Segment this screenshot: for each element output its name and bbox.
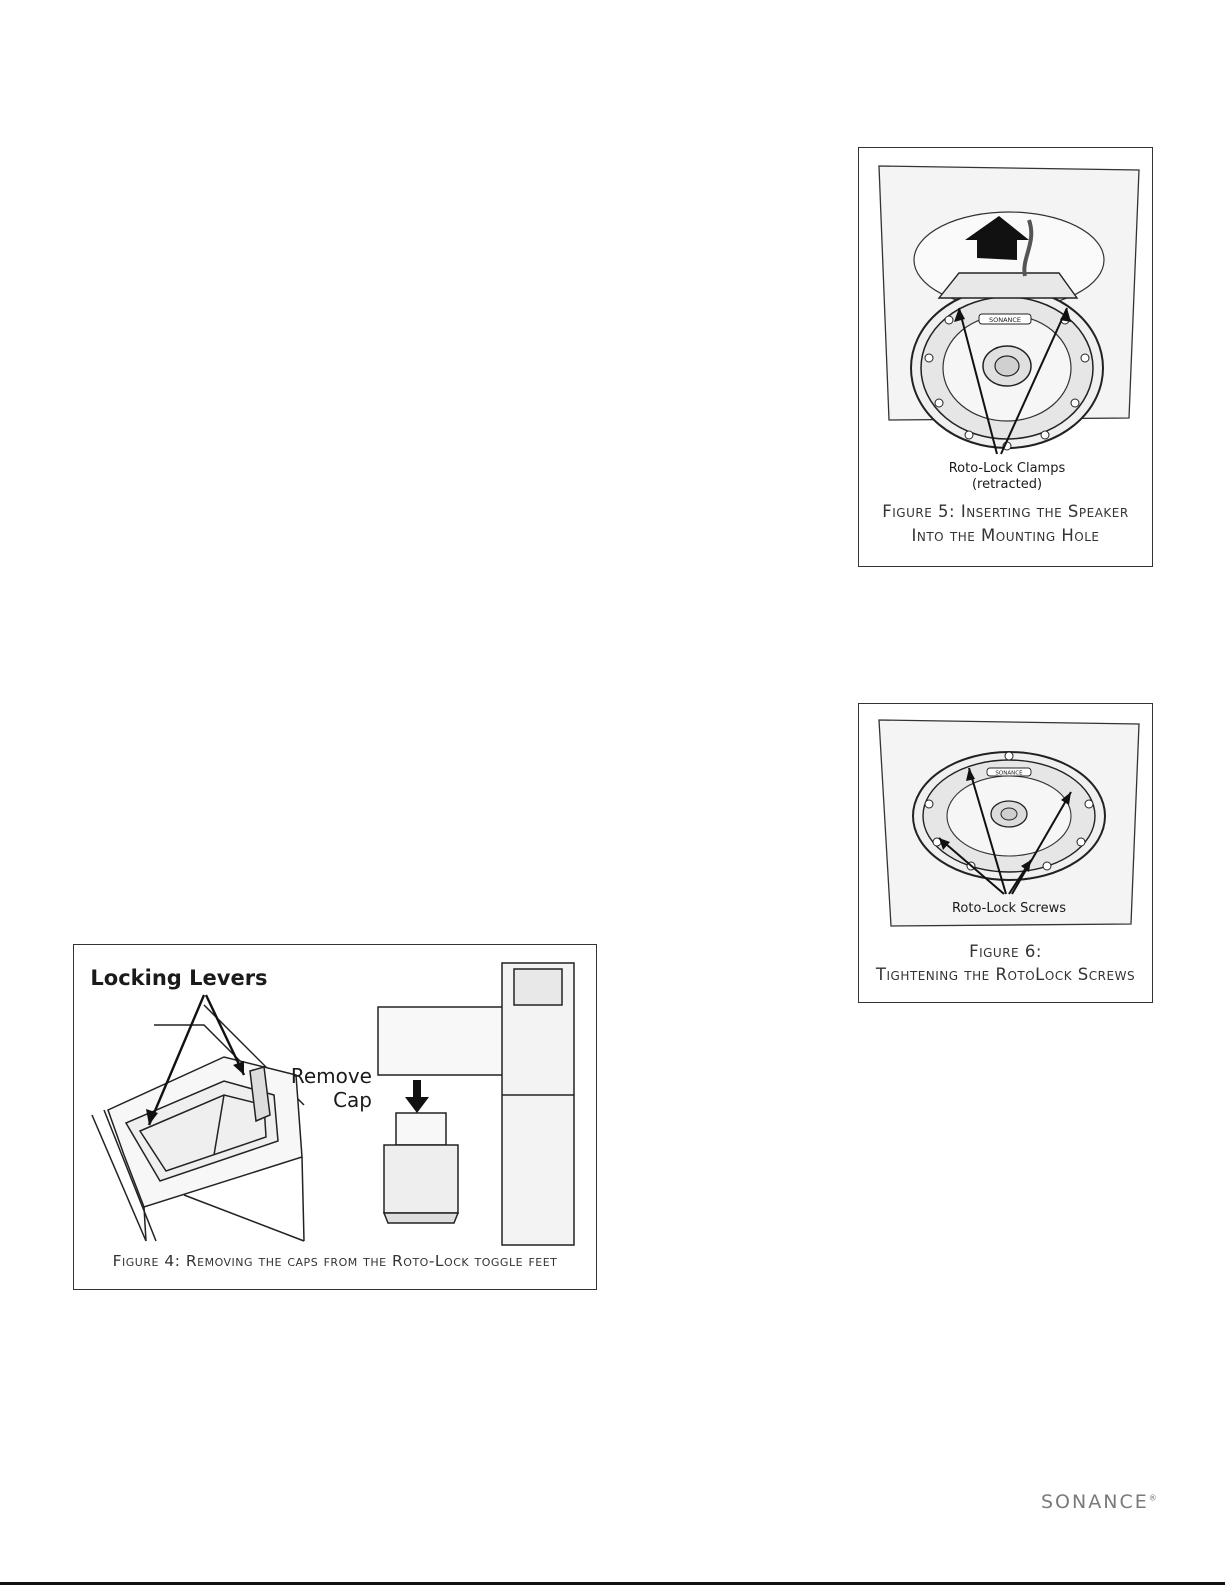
brand-name: SONANCE [1041,1491,1149,1513]
figure-6-caption [859,940,1152,986]
figure-5-brand-mark: SONANCE [988,316,1022,324]
figure-6-caption-line2: Tightening the RotoLock Screws [875,965,1136,985]
registered-mark: ® [1148,1493,1157,1503]
figure-4-caption: Figure 4: Removing the caps from the Roto-Lock toggle feet [112,1252,558,1270]
figure-5-caption-line2: Into the Mounting Hole [911,525,1100,545]
figure-4 [73,944,597,1290]
figure-5-caption-line1: Figure 5: Inserting the Speaker [882,502,1129,521]
figure-5 [858,147,1153,567]
figure-5-sublabel: (retracted) [971,477,1043,492]
figure-4-label-cap: Cap [333,1088,372,1112]
figure-4-label-remove: Remove [290,1064,372,1088]
figure-6 [858,703,1153,1003]
figure-5-caption [859,500,1152,548]
figure-4-illustration [74,945,598,1291]
figure-6-caption-line1: Figure 6: [969,942,1042,961]
figure-6-label: Roto-Lock Screws [951,901,1067,916]
sonance-logo [1041,1491,1157,1513]
figure-6-brand-mark: SONANCE [995,770,1023,777]
figure-5-label: Roto-Lock Clamps [948,461,1066,476]
figure-4-label-levers: Locking Levers [90,966,268,990]
